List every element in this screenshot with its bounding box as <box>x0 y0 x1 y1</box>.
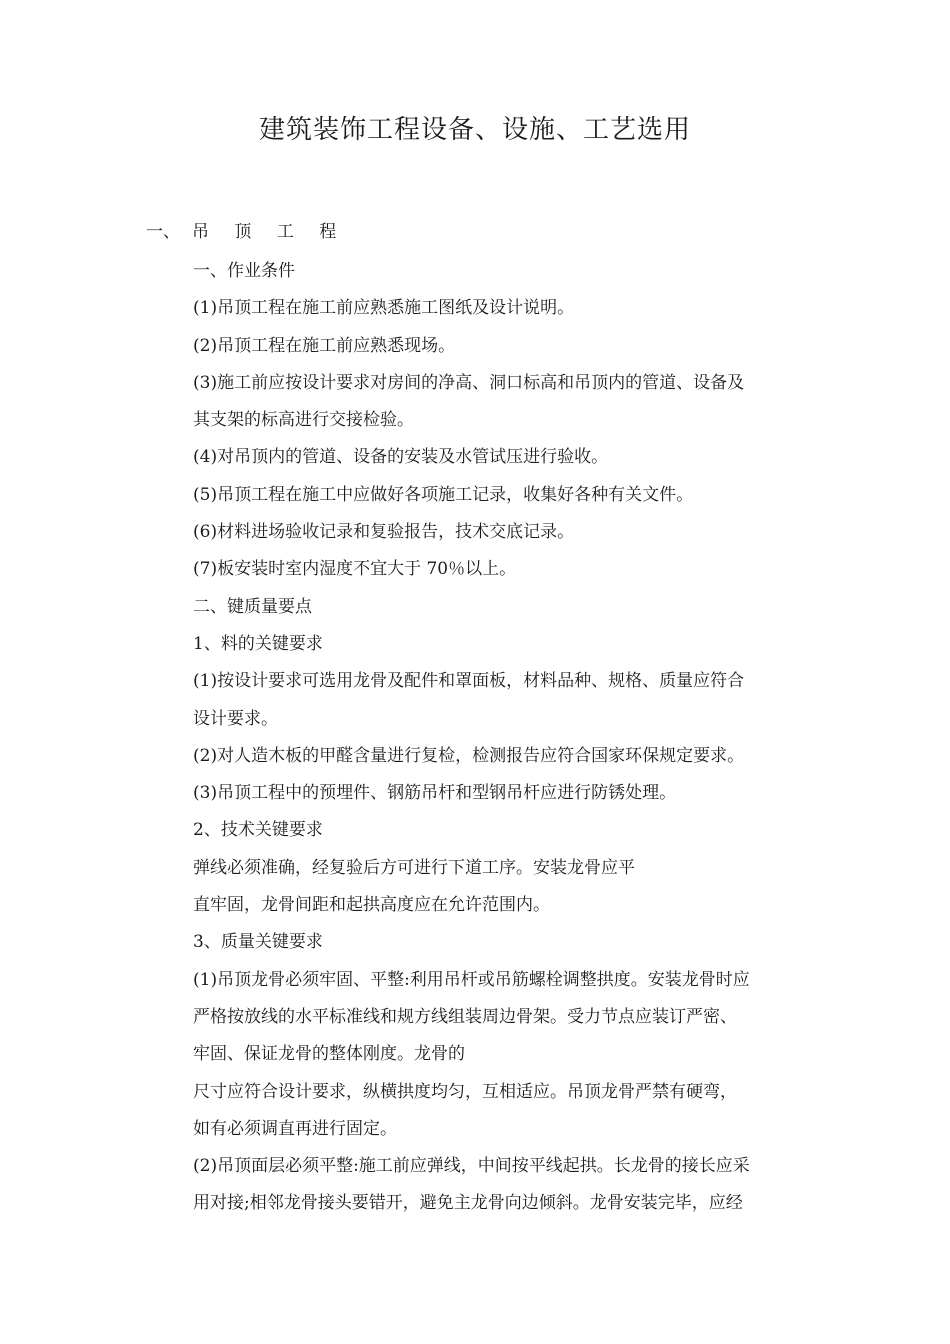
text-line: (3)施工前应按设计要求对房间的净高、洞口标高和吊顶内的管道、设备及 <box>193 372 745 393</box>
text-line: (6)材料进场验收记录和复验报告，技术交底记录。 <box>193 522 575 543</box>
text-line: 3、质量关键要求 <box>193 932 323 953</box>
text-line: (2)对人造木板的甲醛含量进行复检，检测报告应符合国家环保规定要求。 <box>193 745 745 766</box>
text-line: 用对接;相邻龙骨接头要错开，避免主龙骨向边倾斜。龙骨安装完毕，应经 <box>193 1193 743 1214</box>
text-line: (1)吊顶龙骨必须牢固、平整:利用吊杆或吊筋螺栓调整拱度。安装龙骨时应 <box>193 969 750 990</box>
text-line: (5)吊顶工程在施工中应做好各项施工记录，收集好各种有关文件。 <box>193 484 694 505</box>
section-label: 吊 顶 工 程 <box>192 222 347 242</box>
text-line: 牢固、保证龙骨的整体刚度。龙骨的 <box>193 1044 465 1065</box>
text-line: (3)吊顶工程中的预埋件、钢筋吊杆和型钢吊杆应进行防锈处理。 <box>193 783 677 804</box>
text-line: (2)吊顶面层必须平整:施工前应弹线，中间按平线起拱。长龙骨的接长应采 <box>193 1156 750 1177</box>
text-line: 二、键质量要点 <box>193 596 312 617</box>
text-line: 一、作业条件 <box>193 261 295 281</box>
text-line: (7)板安装时室内湿度不宜大于 70％以上。 <box>193 559 517 580</box>
body-text <box>193 253 823 1223</box>
text-line: 严格按放线的水平标准线和规方线组装周边骨架。受力节点应装订严密、 <box>193 1006 737 1027</box>
text-line: 如有必须调直再进行固定。 <box>193 1118 397 1139</box>
document-title: 建筑装饰工程设备、设施、工艺选用 <box>258 115 691 145</box>
text-line: 直牢固，龙骨间距和起拱高度应在允许范围内。 <box>193 895 550 916</box>
text-line: 其支架的标高进行交接检验。 <box>193 410 414 431</box>
text-line: 尺寸应符合设计要求，纵横拱度均匀，互相适应。吊顶龙骨严禁有硬弯， <box>193 1081 737 1102</box>
text-line: 2、技术关键要求 <box>193 820 323 841</box>
section-heading <box>146 217 346 247</box>
text-line: (4)对吊顶内的管道、设备的安装及水管试压进行验收。 <box>193 447 609 468</box>
section-number: 一、 <box>146 222 180 242</box>
text-line: (1)按设计要求可选用龙骨及配件和罩面板，材料品种、规格、质量应符合 <box>193 671 745 692</box>
text-line: 弹线必须准确，经复验后方可进行下道工序。安装龙骨应平 <box>193 857 635 878</box>
text-line: (2)吊顶工程在施工前应熟悉现场。 <box>193 335 456 356</box>
text-line: (1)吊顶工程在施工前应熟悉施工图纸及设计说明。 <box>193 298 575 319</box>
text-line: 1、料的关键要求 <box>193 633 323 654</box>
text-line: 设计要求。 <box>193 708 278 729</box>
